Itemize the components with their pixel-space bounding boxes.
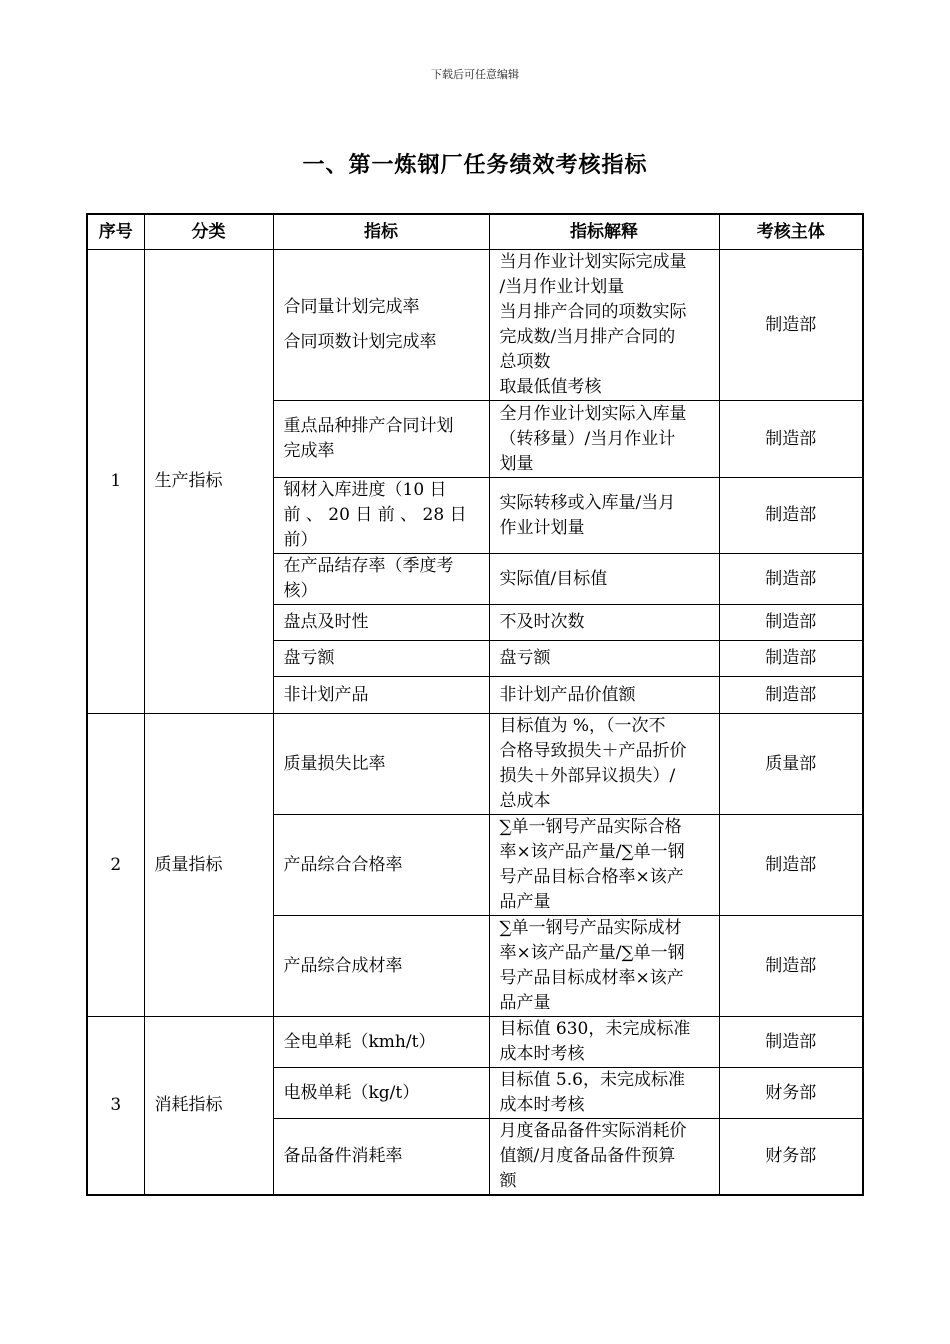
owner-cell: 制造部 — [719, 250, 863, 401]
table-row — [87, 250, 863, 401]
explanation-line: 总成本 — [499, 791, 551, 811]
explanation-line: 目标值 5.6，未完成标准 — [499, 1070, 685, 1090]
indicator-line: 前） — [283, 530, 318, 550]
column-header-explanation: 指标解释 — [489, 214, 719, 250]
indicator-line: 合同量计划完成率 — [283, 297, 420, 317]
owner-cell: 制造部 — [719, 916, 863, 1017]
explanation-line: 划量 — [499, 453, 534, 474]
explanation-line: （转移量）/当月作业计 — [499, 428, 676, 449]
explanation-line: 总项数 — [499, 352, 551, 372]
explanation-line: 成本时考核 — [499, 1044, 585, 1064]
column-header-category: 分类 — [144, 214, 273, 250]
explanation-cell: 不及时次数 — [489, 605, 719, 641]
owner-cell: 制造部 — [719, 1017, 863, 1068]
indicator-cell: 盘点及时性 — [273, 605, 489, 641]
indicator-cell — [273, 554, 489, 605]
explanation-cell — [489, 250, 719, 401]
explanation-cell — [489, 1017, 719, 1068]
owner-cell: 财务部 — [719, 1068, 863, 1119]
category-cell: 质量指标 — [144, 714, 273, 1017]
explanation-cell: 盘亏额 — [489, 641, 719, 677]
page-title: 一、第一炼钢厂任务绩效考核指标 — [302, 153, 648, 178]
explanation-cell — [489, 916, 719, 1017]
indicator-cell — [273, 478, 489, 554]
indicator-line: 完成率 — [283, 441, 335, 461]
indicator-cell: 产品综合合格率 — [273, 815, 489, 916]
indicator-line: 在产品结存率（季度考 — [283, 556, 454, 576]
column-header-indicator: 指标 — [273, 214, 489, 250]
indicator-line: 核） — [283, 581, 318, 601]
indicator-cell: 质量损失比率 — [273, 714, 489, 815]
indicator-line: 合同项数计划完成率 — [283, 332, 437, 352]
explanation-line: 合格导致损失＋产品折价 — [499, 741, 687, 761]
explanation-line: /当月作业计划量 — [499, 277, 625, 297]
indicator-cell — [273, 401, 489, 478]
explanation-line: 完成数/当月排产合同的 — [499, 327, 676, 347]
explanation-line: 全月作业计划实际入库量 — [499, 403, 687, 424]
explanation-line: 成本时考核 — [499, 1095, 585, 1115]
owner-cell: 制造部 — [719, 641, 863, 677]
seq-cell: 2 — [87, 714, 144, 1017]
indicator-line: 钢材入库进度（10 日 — [283, 480, 447, 500]
explanation-line: 号产品目标成材率×该产 — [499, 968, 684, 988]
table-row — [87, 1017, 863, 1068]
owner-cell: 财务部 — [719, 1119, 863, 1196]
indicator-cell: 全电单耗（kmh/t） — [273, 1017, 489, 1068]
explanation-line: 品产量 — [499, 993, 551, 1013]
explanation-cell: 非计划产品价值额 — [489, 677, 719, 714]
explanation-line: 品产量 — [499, 892, 551, 912]
indicator-cell: 备品备件消耗率 — [273, 1119, 489, 1196]
indicator-cell: 非计划产品 — [273, 677, 489, 714]
owner-cell: 制造部 — [719, 605, 863, 641]
owner-cell: 制造部 — [719, 815, 863, 916]
explanation-line: 取最低值考核 — [499, 377, 602, 397]
category-cell: 生产指标 — [144, 250, 273, 714]
indicator-line: 前 、 20 日 前 、 28 日 — [283, 505, 467, 525]
explanation-cell — [489, 714, 719, 815]
explanation-line: 当月作业计划实际完成量 — [499, 252, 687, 272]
explanation-line: 损失＋外部异议损失）/ — [499, 766, 676, 786]
explanation-line: 作业计划量 — [499, 517, 585, 538]
owner-cell: 制造部 — [719, 554, 863, 605]
indicator-cell — [273, 250, 489, 401]
header-note: 下载后可任意编辑 — [431, 68, 519, 81]
column-header-seq: 序号 — [87, 214, 144, 250]
explanation-cell — [489, 554, 719, 605]
table-row — [87, 714, 863, 815]
owner-cell: 质量部 — [719, 714, 863, 815]
explanation-line: 额 — [499, 1171, 517, 1191]
seq-cell: 1 — [87, 250, 144, 714]
explanation-cell — [489, 1119, 719, 1196]
explanation-line: 率×该产品产量/∑单一钢 — [499, 842, 685, 862]
explanation-line: 月度备品备件实际消耗价 — [499, 1121, 687, 1141]
table-header-row — [87, 214, 863, 250]
explanation-line: 实际转移或入库量/当月 — [499, 492, 676, 513]
explanation-line: 目标值 630，未完成标准 — [499, 1019, 691, 1039]
owner-cell: 制造部 — [719, 478, 863, 554]
explanation-line: 目标值为 %，（一次不 — [499, 716, 666, 736]
explanation-line: ∑单一钢号产品实际成材 — [499, 918, 682, 938]
explanation-line: 值额/月度备品备件预算 — [499, 1146, 676, 1166]
kpi-table — [86, 213, 864, 1196]
owner-cell: 制造部 — [719, 677, 863, 714]
explanation-line: 率×该产品产量/∑单一钢 — [499, 943, 685, 963]
indicator-cell: 产品综合成材率 — [273, 916, 489, 1017]
explanation-line: 号产品目标合格率×该产 — [499, 867, 684, 887]
explanation-line: 当月排产合同的项数实际 — [499, 302, 687, 322]
owner-cell: 制造部 — [719, 401, 863, 478]
seq-cell: 3 — [87, 1017, 144, 1196]
explanation-line: ∑单一钢号产品实际合格 — [499, 817, 682, 837]
explanation-cell — [489, 1068, 719, 1119]
indicator-line: 重点品种排产合同计划 — [283, 416, 454, 436]
explanation-line: 实际值/目标值 — [499, 568, 608, 589]
explanation-cell — [489, 401, 719, 478]
explanation-cell — [489, 815, 719, 916]
indicator-cell: 盘亏额 — [273, 641, 489, 677]
column-header-owner: 考核主体 — [719, 214, 863, 250]
category-cell: 消耗指标 — [144, 1017, 273, 1196]
indicator-cell: 电极单耗（kg/t） — [273, 1068, 489, 1119]
explanation-cell — [489, 478, 719, 554]
